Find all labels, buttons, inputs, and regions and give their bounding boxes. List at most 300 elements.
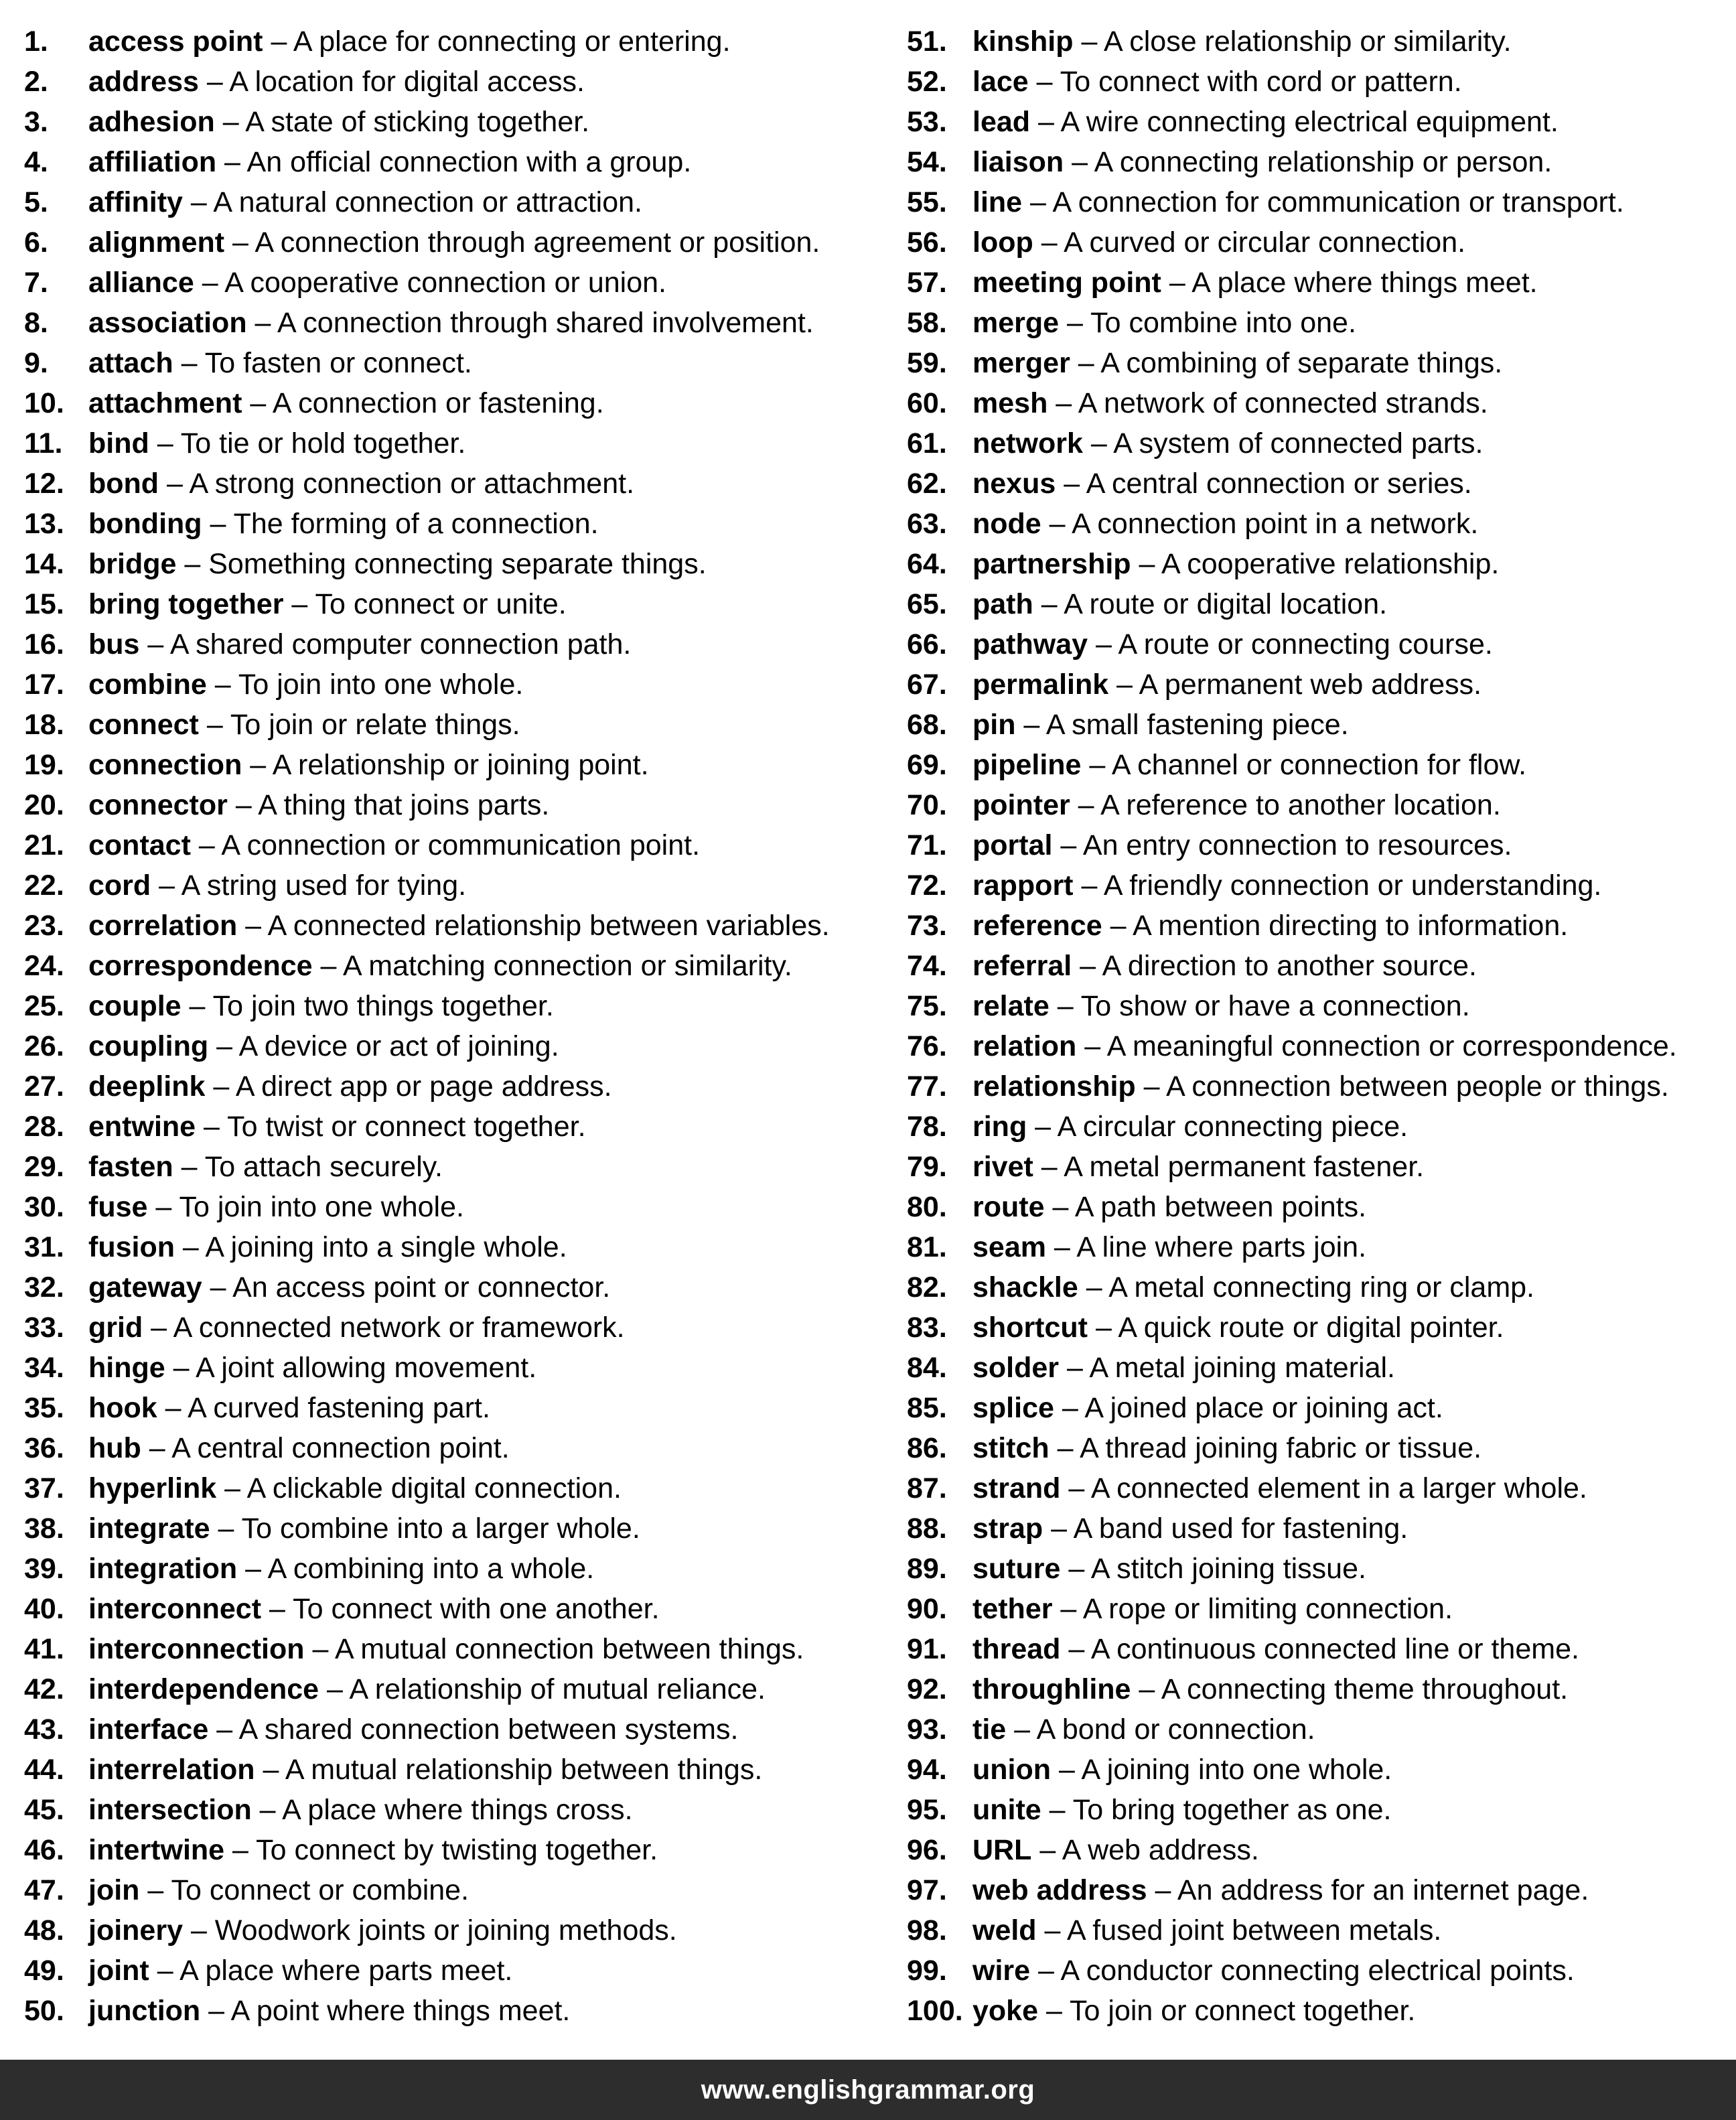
- item-term: node: [972, 508, 1041, 540]
- item-number: 15.: [24, 588, 64, 620]
- item-term: fusion: [88, 1231, 175, 1263]
- item-number: 79.: [907, 1151, 947, 1183]
- list-item: [907, 584, 1736, 624]
- item-definition: – To attach securely.: [173, 1151, 443, 1183]
- item-term: entwine: [88, 1111, 196, 1143]
- item-term: cord: [88, 869, 151, 902]
- item-number: 73.: [907, 910, 947, 942]
- item-definition: – A route or connecting course.: [1088, 628, 1493, 660]
- item-text: [972, 1910, 1441, 1951]
- item-definition: – To join or relate things.: [198, 709, 520, 741]
- item-text: [88, 986, 554, 1026]
- item-definition: – A stitch joining tissue.: [1060, 1553, 1366, 1585]
- item-definition: – A thread joining fabric or tissue.: [1049, 1432, 1482, 1464]
- list-item: [907, 664, 1736, 705]
- item-text: [88, 865, 466, 906]
- item-number: 49.: [24, 1955, 64, 1987]
- item-term: weld: [972, 1914, 1037, 1947]
- item-definition: – An access point or connector.: [202, 1271, 611, 1303]
- item-text: [972, 1187, 1366, 1227]
- item-text: [972, 383, 1488, 423]
- list-item: [24, 1549, 895, 1589]
- list-item: [24, 946, 895, 986]
- item-text: [972, 1107, 1408, 1147]
- list-item: [907, 1750, 1736, 1790]
- item-term: coupling: [88, 1030, 209, 1062]
- list-item: [907, 1066, 1736, 1107]
- item-number: 12.: [24, 468, 64, 500]
- item-number: 84.: [907, 1352, 947, 1384]
- item-definition: – A matching connection or similarity.: [312, 950, 792, 982]
- item-number: 55.: [907, 186, 947, 218]
- item-number: 11.: [24, 427, 63, 460]
- item-term: lace: [972, 66, 1029, 98]
- item-number: 4.: [24, 146, 48, 178]
- item-definition: – A strong connection or attachment.: [159, 468, 635, 500]
- item-definition: – A mention directing to information.: [1102, 910, 1569, 942]
- item-definition: – A cooperative connection or union.: [194, 267, 666, 299]
- item-number: 52.: [907, 66, 947, 98]
- list-item: [24, 624, 895, 664]
- item-number: 48.: [24, 1914, 64, 1947]
- item-number: 2.: [24, 66, 48, 98]
- item-number: 81.: [907, 1231, 947, 1263]
- item-number: 100.: [907, 1995, 963, 2027]
- item-term: tie: [972, 1713, 1007, 1746]
- item-text: [972, 1790, 1391, 1830]
- item-term: address: [88, 66, 199, 98]
- item-term: affinity: [88, 186, 183, 218]
- item-number: 43.: [24, 1713, 64, 1746]
- item-term: interface: [88, 1713, 209, 1746]
- item-term: splice: [972, 1392, 1054, 1424]
- item-term: line: [972, 186, 1023, 218]
- item-number: 89.: [907, 1553, 947, 1585]
- item-number: 7.: [24, 267, 48, 299]
- item-definition: – To show or have a connection.: [1049, 990, 1470, 1022]
- item-text: [972, 544, 1499, 584]
- list-item: [24, 544, 895, 584]
- item-number: 40.: [24, 1593, 64, 1625]
- list-item: [907, 1951, 1736, 1991]
- footer-website-link[interactable]: www.englishgrammar.org: [701, 2074, 1035, 2105]
- list-item: [24, 1508, 895, 1549]
- item-text: [88, 624, 631, 664]
- item-number: 21.: [24, 829, 64, 861]
- item-text: [88, 1870, 469, 1910]
- list-item: [907, 102, 1736, 142]
- item-definition: – A path between points.: [1044, 1191, 1367, 1223]
- item-term: kinship: [972, 25, 1074, 58]
- item-text: [972, 1870, 1589, 1910]
- item-text: [88, 745, 649, 785]
- list-item: [907, 1187, 1736, 1227]
- item-definition: – A location for digital access.: [198, 66, 585, 98]
- item-number: 69.: [907, 749, 947, 781]
- item-term: reference: [972, 910, 1102, 942]
- list-item: [24, 1991, 895, 2031]
- item-definition: – A place for connecting or entering.: [263, 25, 731, 58]
- item-number: 56.: [907, 226, 947, 259]
- item-definition: – To bring together as one.: [1041, 1794, 1392, 1826]
- item-text: [972, 62, 1462, 102]
- item-number: 75.: [907, 990, 947, 1022]
- item-text: [88, 21, 731, 62]
- item-definition: – To fasten or connect.: [173, 347, 472, 379]
- item-term: join: [88, 1874, 140, 1906]
- item-text: [972, 263, 1538, 303]
- item-text: [972, 423, 1483, 464]
- item-term: wire: [972, 1955, 1031, 1987]
- item-definition: – A bond or connection.: [1006, 1713, 1315, 1746]
- item-definition: – To tie or hold together.: [149, 427, 466, 460]
- item-text: [88, 825, 700, 865]
- item-number: 6.: [24, 226, 48, 259]
- item-text: [972, 825, 1512, 865]
- item-number: 9.: [24, 347, 48, 379]
- item-definition: – A metal connecting ring or clamp.: [1078, 1271, 1534, 1303]
- item-text: [972, 464, 1472, 504]
- item-text: [88, 584, 567, 624]
- item-definition: – A band used for fastening.: [1043, 1512, 1408, 1545]
- item-number: 80.: [907, 1191, 947, 1223]
- list-item: [907, 986, 1736, 1026]
- item-text: [972, 21, 1512, 62]
- item-term: hyperlink: [88, 1472, 217, 1504]
- item-number: 16.: [24, 628, 64, 660]
- item-definition: – An address for an internet page.: [1147, 1874, 1589, 1906]
- item-number: 20.: [24, 789, 64, 821]
- item-definition: – A shared connection between systems.: [208, 1713, 739, 1746]
- item-definition: – To join into one whole.: [206, 668, 524, 701]
- list-item: [907, 1147, 1736, 1187]
- list-item: [24, 263, 895, 303]
- item-definition: – A combining of separate things.: [1070, 347, 1503, 379]
- list-item: [907, 222, 1736, 263]
- item-number: 47.: [24, 1874, 64, 1906]
- item-definition: – A channel or connection for flow.: [1081, 749, 1527, 781]
- item-text: [88, 1991, 570, 2031]
- item-term: pathway: [972, 628, 1088, 660]
- item-definition: – A place where parts meet.: [149, 1955, 513, 1987]
- item-number: 38.: [24, 1512, 64, 1545]
- item-term: strap: [972, 1512, 1043, 1545]
- item-number: 74.: [907, 950, 947, 982]
- list-item: [24, 825, 895, 865]
- list-item: [24, 1951, 895, 1991]
- item-term: shackle: [972, 1271, 1078, 1303]
- item-definition: – A route or digital location.: [1033, 588, 1388, 620]
- item-text: [88, 1107, 586, 1147]
- item-term: seam: [972, 1231, 1046, 1263]
- item-number: 86.: [907, 1432, 947, 1464]
- list-item: [907, 865, 1736, 906]
- list-item: [907, 1348, 1736, 1388]
- item-number: 91.: [907, 1633, 947, 1665]
- item-term: hinge: [88, 1352, 165, 1384]
- item-number: 63.: [907, 508, 947, 540]
- item-number: 92.: [907, 1673, 947, 1705]
- list-item: [24, 303, 895, 343]
- item-term: integrate: [88, 1512, 210, 1545]
- item-term: liaison: [972, 146, 1064, 178]
- item-text: [88, 222, 820, 263]
- item-term: joinery: [88, 1914, 183, 1947]
- list-item: [24, 1709, 895, 1750]
- item-number: 71.: [907, 829, 947, 861]
- list-item: [907, 464, 1736, 504]
- item-number: 42.: [24, 1673, 64, 1705]
- list-item: [24, 1669, 895, 1709]
- item-number: 85.: [907, 1392, 947, 1424]
- list-item: [24, 986, 895, 1026]
- item-definition: – A connection through agreement or position.: [224, 226, 820, 259]
- item-definition: – To connect with one another.: [261, 1593, 660, 1625]
- item-number: 65.: [907, 588, 947, 620]
- list-item: [24, 464, 895, 504]
- item-number: 98.: [907, 1914, 947, 1947]
- list-item: [907, 62, 1736, 102]
- item-text: [88, 1951, 512, 1991]
- item-number: 58.: [907, 307, 947, 339]
- list-item: [907, 1910, 1736, 1951]
- item-number: 93.: [907, 1713, 947, 1746]
- item-definition: – A combining into a whole.: [237, 1553, 595, 1585]
- item-number: 31.: [24, 1231, 64, 1263]
- item-definition: – A conductor connecting electrical points.: [1030, 1955, 1575, 1987]
- item-number: 1.: [24, 25, 48, 58]
- list-item: [24, 1750, 895, 1790]
- item-number: 72.: [907, 869, 947, 902]
- list-item: [907, 263, 1736, 303]
- list-item: [24, 865, 895, 906]
- item-definition: – A central connection point.: [141, 1432, 510, 1464]
- item-term: merge: [972, 307, 1060, 339]
- list-item: [907, 624, 1736, 664]
- item-term: unite: [972, 1794, 1041, 1826]
- word-list-column-right: [907, 21, 1736, 2031]
- list-item: [24, 383, 895, 423]
- item-number: 96.: [907, 1834, 947, 1866]
- item-term: permalink: [972, 668, 1109, 701]
- item-term: tether: [972, 1593, 1053, 1625]
- item-text: [972, 1508, 1408, 1549]
- item-text: [972, 504, 1478, 544]
- item-term: pointer: [972, 789, 1070, 821]
- item-text: [972, 1388, 1443, 1428]
- list-item: [907, 745, 1736, 785]
- item-definition: – A connection or communication point.: [190, 829, 701, 861]
- item-term: attach: [88, 347, 173, 379]
- list-item: [24, 1147, 895, 1187]
- item-text: [88, 664, 523, 705]
- item-definition: – A connecting theme throughout.: [1131, 1673, 1569, 1705]
- item-definition: – A natural connection or attraction.: [182, 186, 643, 218]
- item-term: alliance: [88, 267, 194, 299]
- item-definition: – A thing that joins parts.: [227, 789, 550, 821]
- item-text: [88, 906, 830, 946]
- item-definition: – A connection between people or things.: [1135, 1070, 1669, 1103]
- item-term: correspondence: [88, 950, 313, 982]
- item-definition: – A line where parts join.: [1045, 1231, 1367, 1263]
- item-text: [88, 383, 604, 423]
- item-term: solder: [972, 1352, 1060, 1384]
- item-term: fuse: [88, 1191, 148, 1223]
- list-item: [907, 343, 1736, 383]
- item-definition: – A direct app or page address.: [205, 1070, 612, 1103]
- item-number: 45.: [24, 1794, 64, 1826]
- item-term: merger: [972, 347, 1070, 379]
- item-text: [88, 182, 642, 222]
- item-number: 28.: [24, 1111, 64, 1143]
- item-definition: – To join two things together.: [181, 990, 554, 1022]
- item-term: partnership: [972, 548, 1131, 580]
- item-term: ring: [972, 1111, 1027, 1143]
- item-text: [88, 263, 666, 303]
- item-term: throughline: [972, 1673, 1131, 1705]
- list-item: [907, 303, 1736, 343]
- item-term: meeting point: [972, 267, 1161, 299]
- item-number: 17.: [24, 668, 64, 701]
- item-term: grid: [88, 1312, 143, 1344]
- item-text: [88, 1147, 443, 1187]
- item-number: 97.: [907, 1874, 947, 1906]
- item-definition: – To connect with cord or pattern.: [1028, 66, 1462, 98]
- item-text: [972, 1348, 1395, 1388]
- item-text: [88, 1508, 640, 1549]
- item-definition: – A wire connecting electrical equipment.: [1030, 106, 1559, 138]
- list-item: [907, 1468, 1736, 1508]
- item-number: 62.: [907, 468, 947, 500]
- item-number: 76.: [907, 1030, 947, 1062]
- item-number: 14.: [24, 548, 64, 580]
- item-definition: – To combine into one.: [1059, 307, 1356, 339]
- list-item: [907, 1589, 1736, 1629]
- item-definition: – A permanent web address.: [1108, 668, 1482, 701]
- item-definition: – A connected relationship between variables.: [237, 910, 830, 942]
- item-number: 24.: [24, 950, 64, 982]
- list-item: [24, 1388, 895, 1428]
- item-text: [972, 1589, 1453, 1629]
- list-item: [907, 21, 1736, 62]
- item-term: bonding: [88, 508, 202, 540]
- item-text: [88, 544, 707, 584]
- item-number: 34.: [24, 1352, 64, 1384]
- list-item: [907, 785, 1736, 825]
- item-text: [972, 343, 1502, 383]
- list-item: [907, 1267, 1736, 1308]
- item-definition: – A network of connected strands.: [1047, 387, 1488, 419]
- item-definition: – A curved or circular connection.: [1033, 226, 1466, 259]
- list-item: [24, 1790, 895, 1830]
- item-number: 88.: [907, 1512, 947, 1545]
- item-term: junction: [88, 1995, 201, 2027]
- item-text: [88, 785, 549, 825]
- item-term: bridge: [88, 548, 177, 580]
- item-text: [88, 1750, 762, 1790]
- list-item: [24, 1107, 895, 1147]
- item-number: 32.: [24, 1271, 64, 1303]
- item-definition: – The forming of a connection.: [202, 508, 599, 540]
- list-item: [907, 1107, 1736, 1147]
- item-number: 10.: [24, 387, 64, 419]
- list-item: [907, 544, 1736, 584]
- list-item: [24, 584, 895, 624]
- item-term: suture: [972, 1553, 1061, 1585]
- item-number: 18.: [24, 709, 64, 741]
- item-text: [972, 102, 1559, 142]
- item-number: 50.: [24, 1995, 64, 2027]
- list-item: [24, 1629, 895, 1669]
- list-item: [24, 343, 895, 383]
- item-definition: – A shared computer connection path.: [139, 628, 632, 660]
- item-definition: – Something connecting separate things.: [176, 548, 707, 580]
- item-definition: – A curved fastening part.: [157, 1392, 490, 1424]
- item-definition: – An entry connection to resources.: [1052, 829, 1512, 861]
- item-number: 68.: [907, 709, 947, 741]
- item-number: 60.: [907, 387, 947, 419]
- item-number: 70.: [907, 789, 947, 821]
- item-term: alignment: [88, 226, 225, 259]
- item-number: 39.: [24, 1553, 64, 1585]
- item-term: network: [972, 427, 1083, 460]
- item-definition: – A close relationship or similarity.: [1073, 25, 1512, 58]
- item-text: [972, 1709, 1315, 1750]
- item-number: 90.: [907, 1593, 947, 1625]
- item-number: 8.: [24, 307, 48, 339]
- item-definition: – A clickable digital connection.: [216, 1472, 622, 1504]
- item-term: contact: [88, 829, 191, 861]
- item-text: [88, 1669, 766, 1709]
- list-item: [907, 182, 1736, 222]
- list-item: [24, 21, 895, 62]
- item-text: [88, 343, 472, 383]
- item-number: 53.: [907, 106, 947, 138]
- item-number: 94.: [907, 1754, 947, 1786]
- list-item: [907, 1388, 1736, 1428]
- list-item: [907, 705, 1736, 745]
- item-term: referral: [972, 950, 1072, 982]
- item-term: hook: [88, 1392, 157, 1424]
- item-number: 27.: [24, 1070, 64, 1103]
- item-text: [88, 1187, 464, 1227]
- item-definition: – A connection for communication or transport.: [1022, 186, 1624, 218]
- item-definition: – A small fastening piece.: [1015, 709, 1349, 741]
- item-definition: – A cooperative relationship.: [1131, 548, 1500, 580]
- item-number: 23.: [24, 910, 64, 942]
- item-definition: – A joining into a single whole.: [174, 1231, 567, 1263]
- item-number: 25.: [24, 990, 64, 1022]
- item-text: [972, 1147, 1424, 1187]
- item-text: [972, 664, 1481, 705]
- item-term: web address: [972, 1874, 1147, 1906]
- item-term: strand: [972, 1472, 1061, 1504]
- item-text: [88, 1026, 559, 1066]
- item-text: [972, 745, 1526, 785]
- item-definition: – A direction to another source.: [1072, 950, 1477, 982]
- item-number: 87.: [907, 1472, 947, 1504]
- item-text: [972, 785, 1501, 825]
- item-term: joint: [88, 1955, 149, 1987]
- item-number: 46.: [24, 1834, 64, 1866]
- list-item: [907, 1790, 1736, 1830]
- item-text: [972, 182, 1624, 222]
- item-number: 61.: [907, 427, 947, 460]
- item-term: interconnection: [88, 1633, 305, 1665]
- list-item: [907, 946, 1736, 986]
- item-term: URL: [972, 1834, 1032, 1866]
- item-definition: – To connect or unite.: [283, 588, 567, 620]
